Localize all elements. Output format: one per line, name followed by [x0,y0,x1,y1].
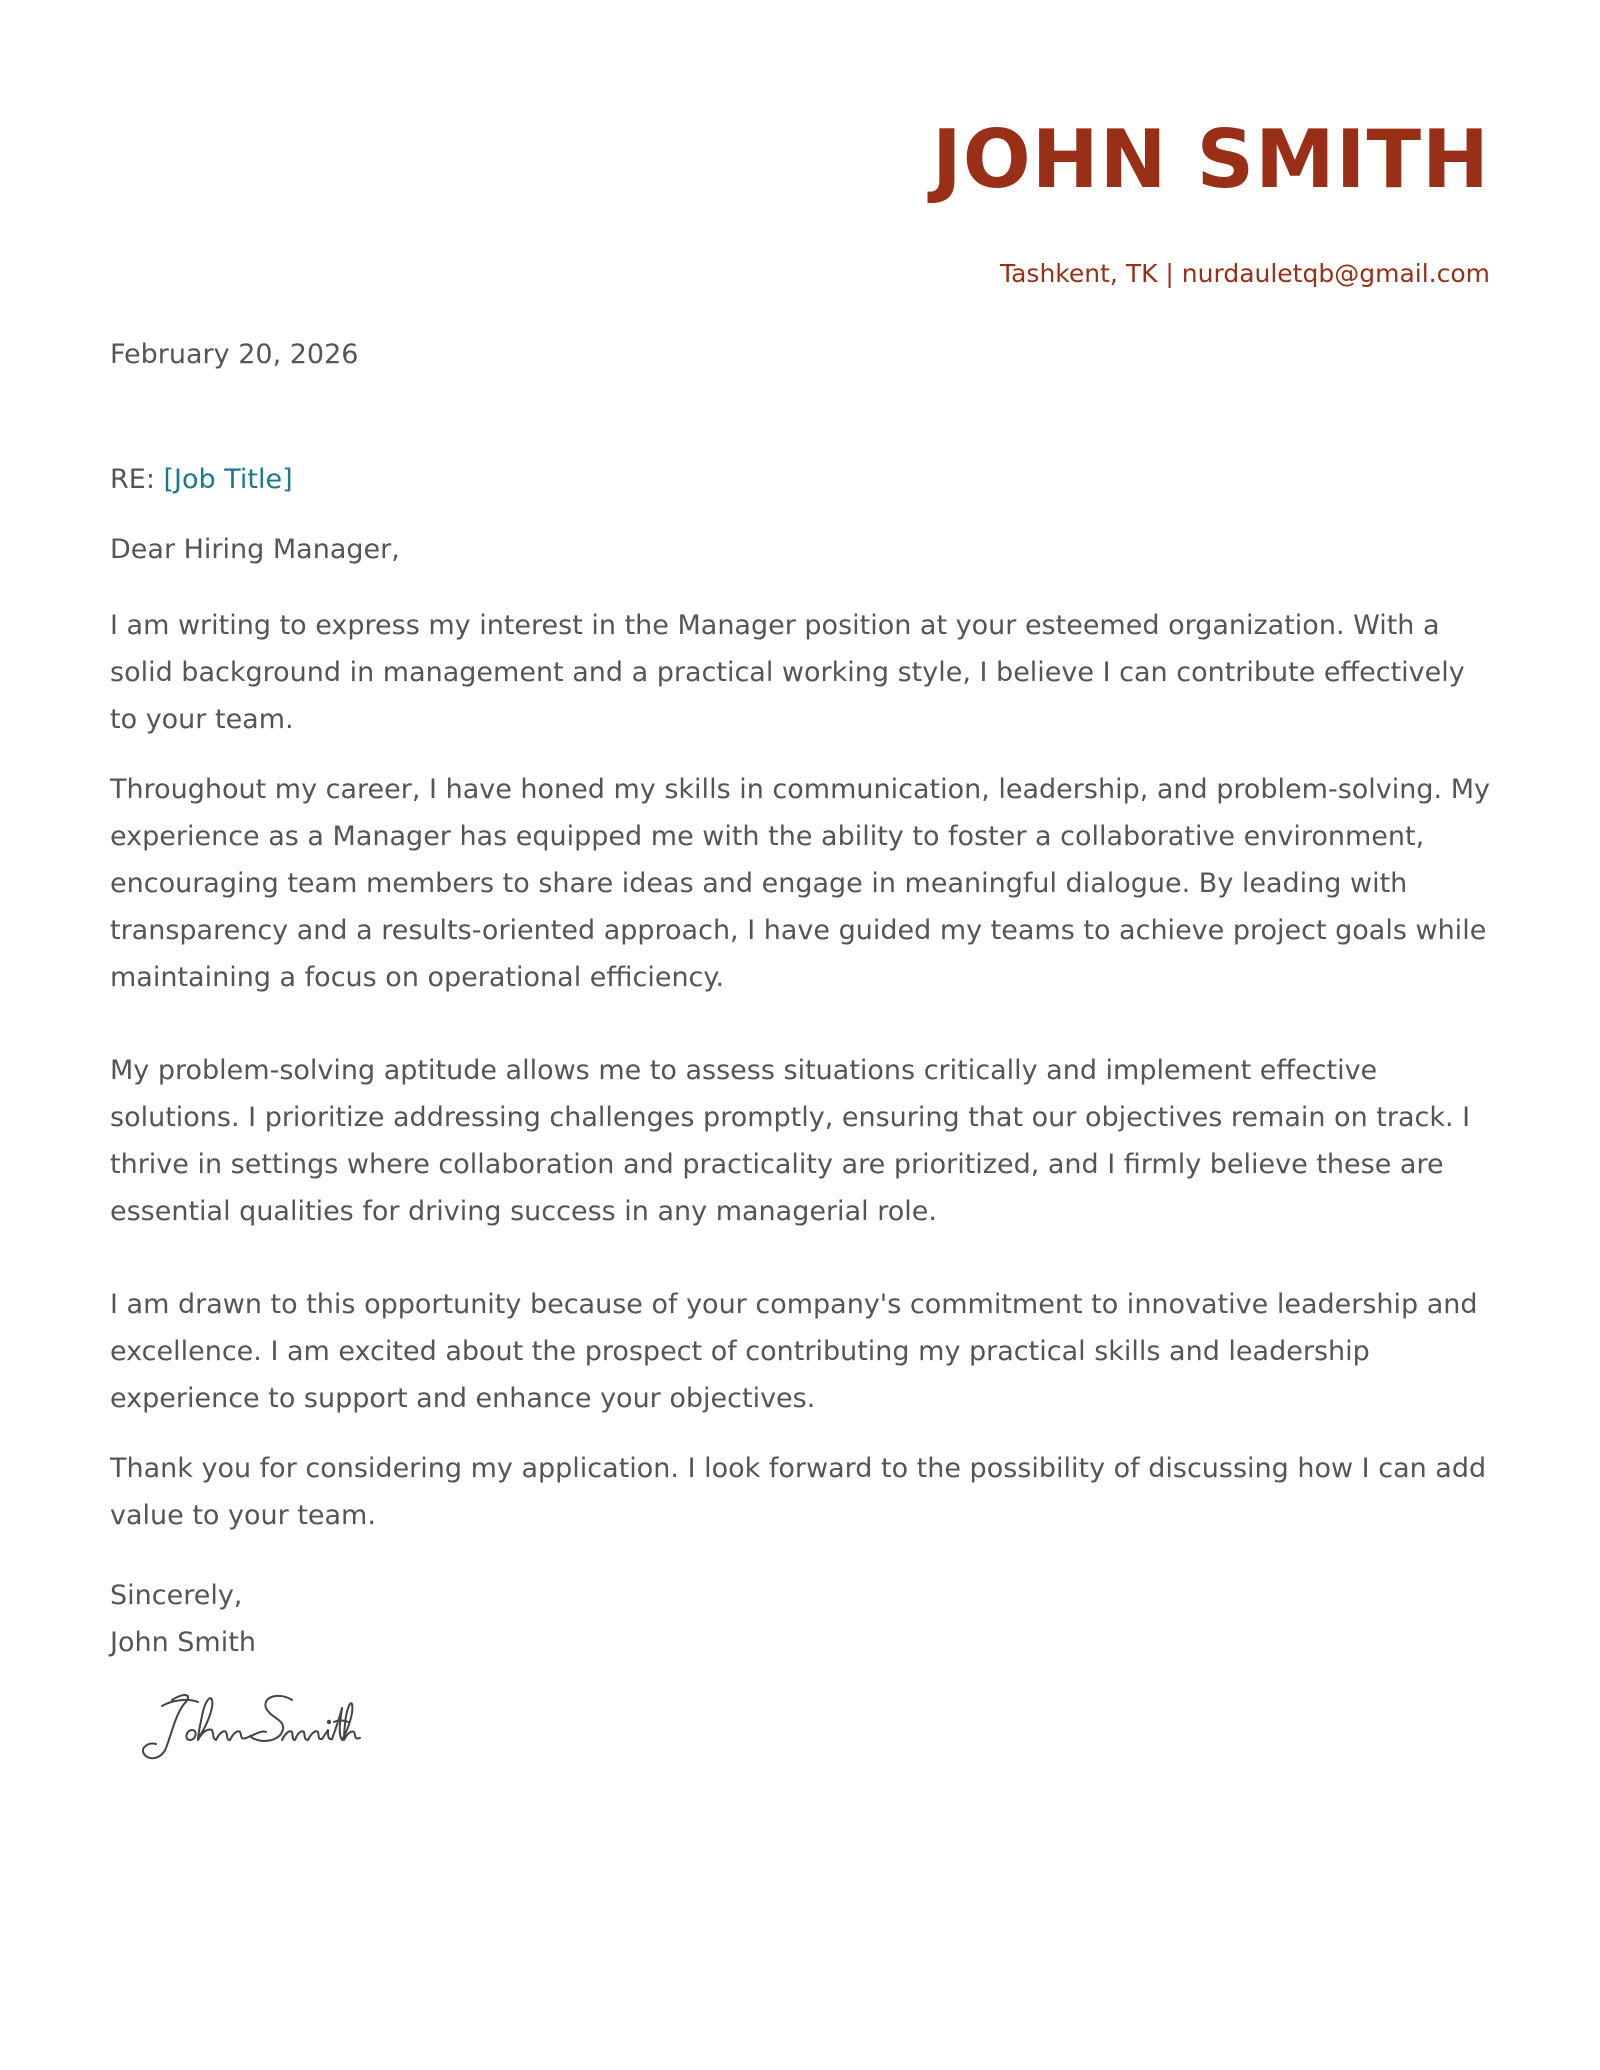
body-paragraph: Throughout my career, I have honed my skills in communication, leadership, and problem-solving. My experience as a Manager has equipped me with the ability to foster a collaborative environment, encouraging team members to share ideas and engage in meaningful dialogue. By leading with transparency and a results-oriented approach, I have guided my teams to achieve project goals while maintaining a focus on operational efficiency. [110,774,1490,993]
handwritten-signature [132,1682,362,1772]
body-paragraph: My problem-solving aptitude allows me to assess situations critically and implement effective solutions. I prioritize addressing challenges promptly, ensuring that our objectives remain on track. I thrive in settings where collaboration and practicality are prioritized, and I firmly believe these are essential qualities for driving success in any managerial role. [110,1055,1471,1227]
applicant-name-heading: JOHN SMITH [931,113,1490,206]
re-prefix: RE: [110,464,164,495]
sign-off: Sincerely, [110,1580,243,1611]
contact-line: Tashkent, TK | nurdauletqb@gmail.com [999,259,1490,288]
closing-block [110,1572,256,1666]
body-paragraph: Thank you for considering my application. I look forward to the possibility of discussing how I can add value to your team. [110,1453,1487,1531]
letter-date: February 20, 2026 [110,339,359,370]
body-paragraph: I am drawn to this opportunity because of your company's commitment to innovative leadership and excellence. I am excited about the prospect of contributing my practical skills and leadership experience to support and enhance your objectives. [110,1289,1478,1414]
re-line [110,463,293,497]
re-job-title: [Job Title] [163,464,293,495]
signer-name: John Smith [110,1627,256,1658]
letter-body [110,602,1490,1539]
greeting: Dear Hiring Manager, [110,534,400,565]
signature-text: John Smith [132,1682,138,1683]
body-paragraph: I am writing to express my interest in the Manager position at your esteemed organization. With a solid background in management and a practical working style, I believe I can contribute effectively to your team. [110,610,1465,735]
